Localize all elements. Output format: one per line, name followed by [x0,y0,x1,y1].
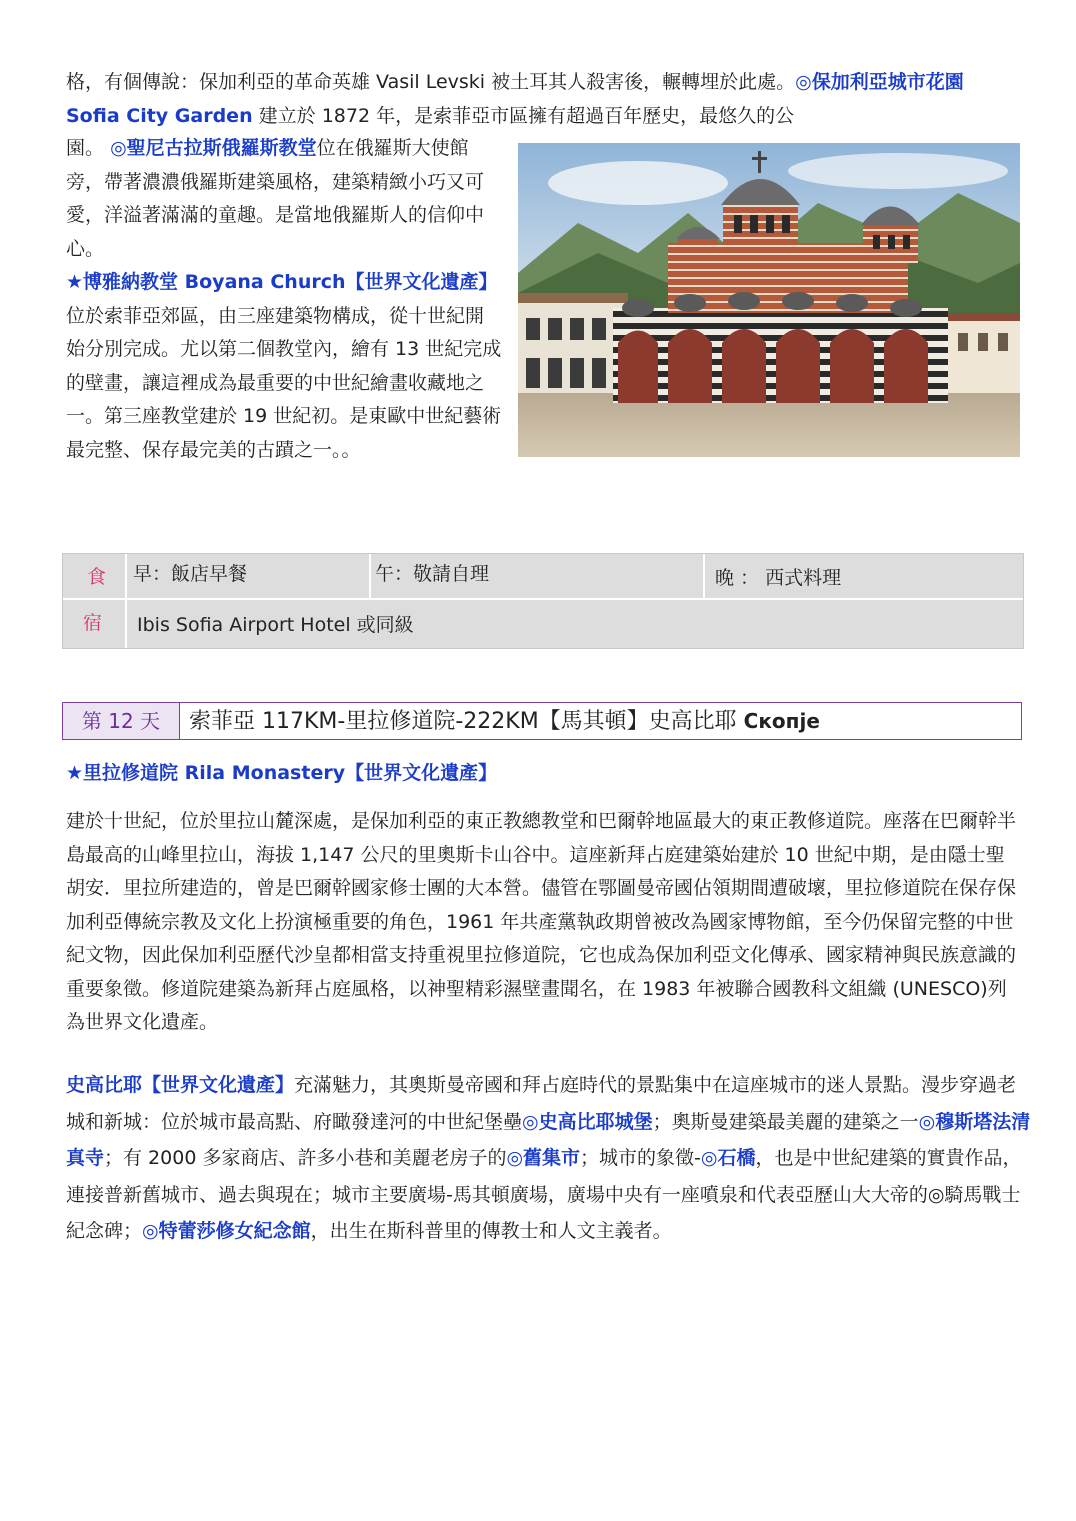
lunch-cell: 午：敬請自理 [375,563,490,585]
dinner-cell: 晚 ： 西式料理 [715,567,842,589]
table-divider [369,554,371,598]
boyana-church-heading: ★博雅納教堂 Boyana Church【世界文化遺產】 [66,271,498,293]
hotel-cell: Ibis Sofia Airport Hotel 或同級 [137,614,414,636]
intro-paragraph [66,66,996,133]
mustafa-mosque-link[interactable]: ◎穆斯塔法清真寺 [66,1110,1031,1169]
boyana-church-text: 位於索菲亞郊區，由三座建築物構成，從十世紀開始分別完成。尤以第二個教堂內，繪有 13 世紀完成的壁畫，讓這裡成為最重要的中世紀繪畫收藏地之一。第三座教堂建於 19 世紀初。是東歐中世紀藝術最完整、保存最完美的古蹟之一。。 [66,304,502,461]
meals-table [62,553,1024,649]
st-nicholas-paragraph: 園。 ◎聖尼古拉斯俄羅斯教堂位在俄羅斯大使館旁，帶著濃濃俄羅斯建築風格，建築精緻小巧又可愛，洋溢著滿滿的童趣。是當地俄羅斯人的信仰中心。 [66,137,485,260]
mother-teresa-memorial-link[interactable]: ◎特蕾莎修女紀念館 [142,1220,311,1242]
left-column [66,132,502,467]
st-nicholas-church-link[interactable]: ◎聖尼古拉斯俄羅斯教堂 [110,137,317,159]
day-title-cyrillic: Скопје [743,709,820,733]
day-title: 索菲亞 117KM-里拉修道院-222KM【馬其頓】史高比耶 Скопје [189,709,820,734]
sofia-city-garden-link[interactable]: ◎保加利亞城市花園 Sofia City Garden [66,71,964,127]
day-header [62,702,1022,740]
skopje-fortress-link[interactable]: ◎史高比耶城堡 [522,1110,653,1133]
old-bazaar-link[interactable]: ◎舊集市 [506,1147,581,1169]
day-number: 第 12 天 [63,703,180,739]
rila-monastery-heading: ★里拉修道院 Rila Monastery【世界文化遺產】 [66,762,498,784]
intro-text-1: 格，有個傳說：保加利亞的革命英雄 Vasil Levski 被土耳其人殺害後，輾轉埋於此處。 [66,71,796,93]
st-nicholas-text: 位在俄羅斯大使館旁，帶著濃濃俄羅斯建築風格，建築精緻小巧又可愛，洋溢著滿滿的童趣。是當地俄羅斯人的信仰中心。 [66,137,485,260]
table-divider [63,598,1023,600]
food-label: 食 [87,566,107,588]
intro-text-2: 建立於 1872 年，是索菲亞市區擁有超過百年歷史，最悠久的公 [252,104,795,127]
rila-monastery-photo [518,143,1020,457]
skopje-paragraph: 史高比耶【世界文化遺產】充滿魅力，其奧斯曼帝國和拜占庭時代的景點集中在這座城市的迷人景點。漫步穿過老城和新城：位於城市最高點、府瞰發達河的中世紀堡壘◎史高比耶城堡；奧斯曼建築最美麗的建築之一◎穆斯塔法清真寺；有 2000 多家商店、許多小巷和美麗老房子的◎舊集市；城市的象徵-◎石橋，也是中世紀建築的實貴作品，連接普新舊城市、過去與現在；城市主要廣場-馬其頓廣場，廣場中央有一座噴泉和代表亞歷山大大帝的◎騎馬戰士紀念碑；◎特蕾莎修女紀念館，出生在斯科普里的傳教士和人文主義者。 [66,1074,1031,1242]
table-divider [703,554,705,598]
table-divider [125,554,127,648]
stone-bridge-link[interactable]: ◎石橋 [700,1147,756,1169]
rila-monastery-text: 建於十世紀，位於里拉山麓深處，是保加利亞的東正教總教堂和巴爾幹地區最大的東正教修道院。座落在巴爾幹半島最高的山峰里拉山，海拔 1,147 公尺的里奧斯卡山谷中。這座新拜占庭建築始建於 10 世紀中期，是由隱士聖胡安．里拉所建造的，曾是巴爾幹國家修士團的大本營。儘管在鄂圖曼帝國佔領期間遭破壞，里拉修道院在保存保加利亞傳統宗教及文化上扮演極重要的角色，1961 年共產黨執政期曾被改為國家博物館，至今仍保留完整的中世紀文物，因此保加利亞歷代沙皇都相當支持重視里拉修道院，它也成為保加利亞文化傳承、國家精神與民族意識的重要象徵。修道院建築為新拜占庭風格，以神聖精彩濕壁畫聞名，在 1983 年被聯合國教科文組織 (UNESCO)列為世界文化遺產。 [66,810,1017,1033]
breakfast-cell: 早：飯店早餐 [133,563,248,585]
skopje-heading: 史高比耶【世界文化遺產】 [66,1074,295,1096]
stay-label: 宿 [83,612,103,634]
